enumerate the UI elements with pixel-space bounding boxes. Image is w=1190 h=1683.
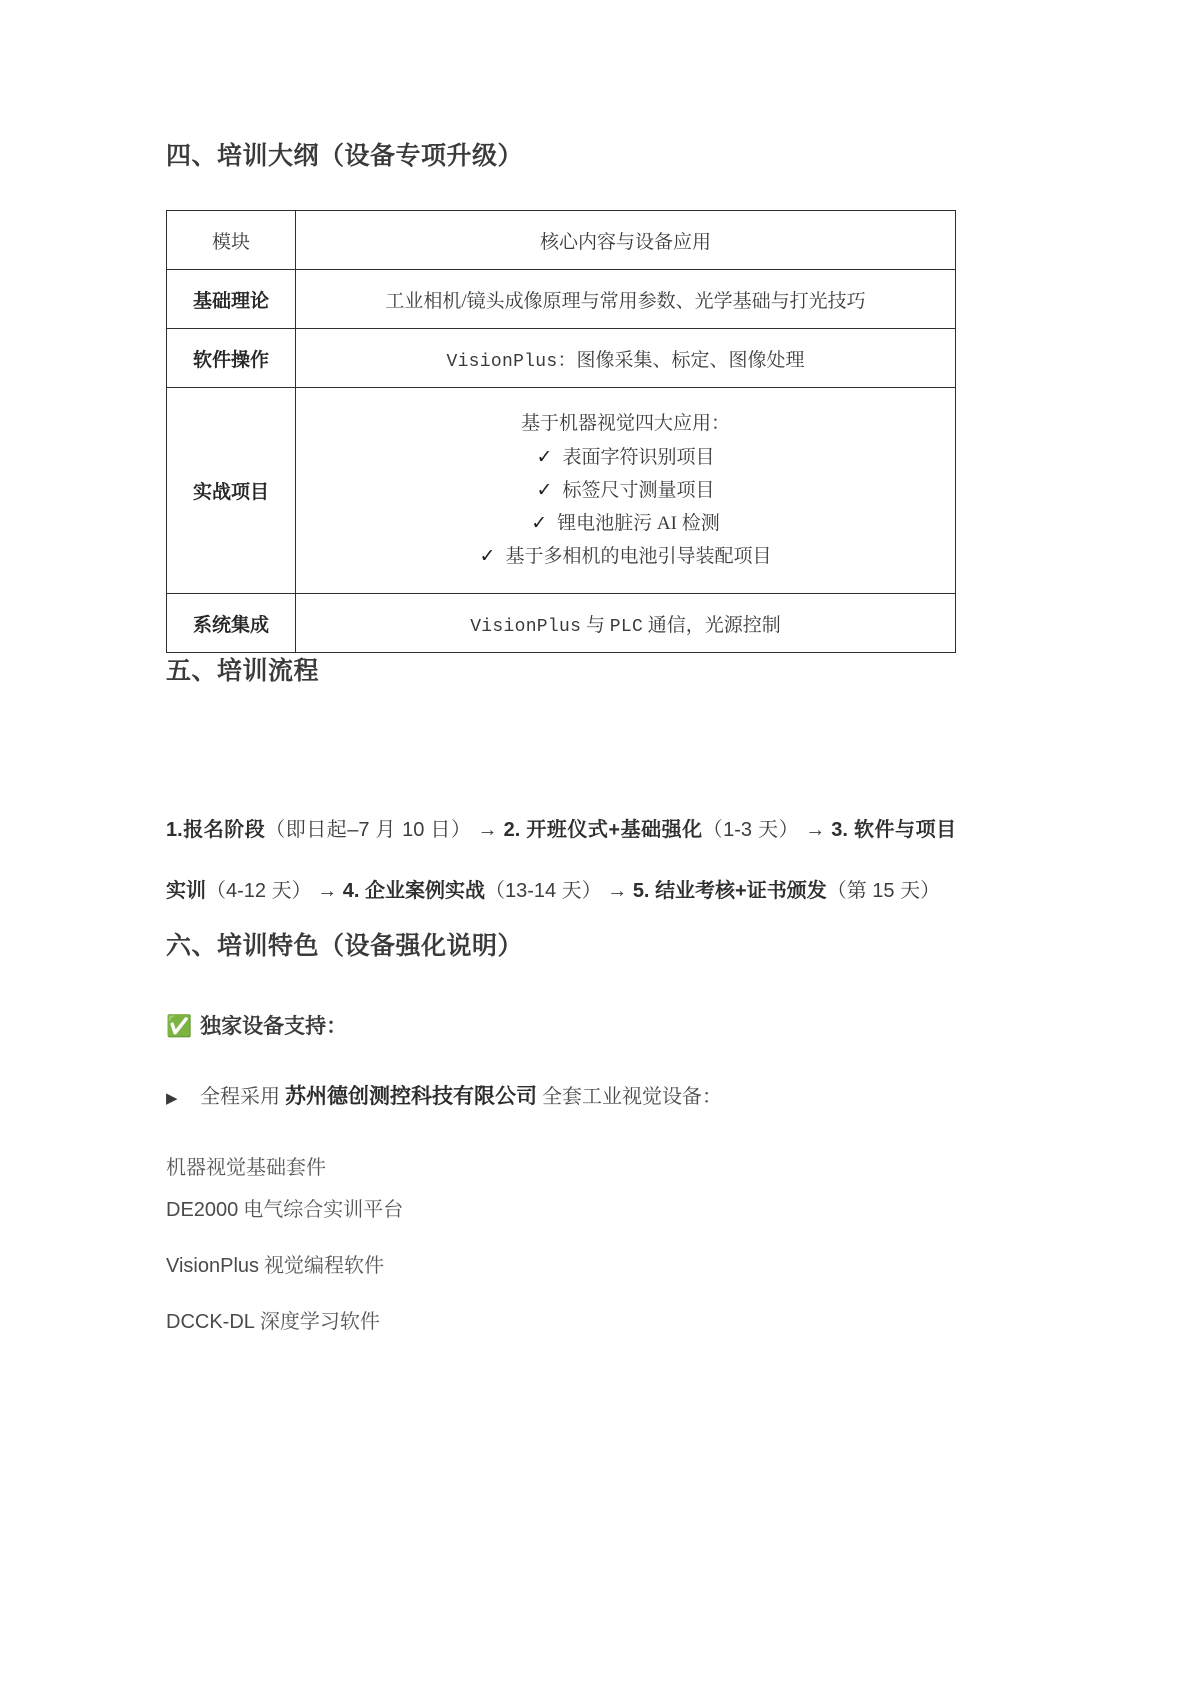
process-step-duration: （1-3 天） — [702, 819, 800, 841]
product-name-visionplus: VisionPlus — [446, 351, 558, 372]
process-step-duration: （第 15 天） — [826, 880, 941, 902]
module-label-integration: 系统集成 — [192, 614, 269, 636]
table-cell-content-integration — [296, 594, 956, 653]
table-cell-module — [167, 388, 296, 594]
page-title-features: 六、培训特色（设备强化说明） — [166, 932, 524, 960]
table-cell-content-software — [296, 329, 956, 388]
check-icon: ✓ — [531, 512, 548, 535]
process-step-number: 2. — [503, 819, 521, 841]
equipment-name: 深度学习软件 — [254, 1311, 380, 1333]
table-header-content: 核心内容与设备应用 — [296, 211, 956, 270]
software-content-rest: ：图像采集、标定、图像处理 — [557, 349, 805, 371]
integration-rest: 通信，光源控制 — [643, 614, 781, 636]
integration-mid: 与 — [581, 614, 610, 636]
table-row — [167, 329, 956, 388]
table-header-row — [167, 211, 956, 270]
table-cell-module — [167, 329, 296, 388]
equipment-supplier-bullet — [166, 1080, 956, 1110]
process-step-label: 企业案例实战 — [364, 880, 485, 902]
process-step-label: 结业考核+证书颁发 — [655, 880, 827, 902]
product-name-visionplus: VisionPlus — [470, 616, 582, 637]
equipment-name: 机器视觉基础套件 — [166, 1157, 326, 1179]
page-title-process: 五、培训流程 — [166, 657, 320, 685]
module-label-theory: 基础理论 — [192, 290, 269, 312]
check-icon: ✓ — [536, 478, 553, 501]
process-step-duration: （13-14 天） — [484, 880, 602, 902]
table-cell-module — [167, 594, 296, 653]
process-step-label: 软件与项目实训 — [166, 819, 957, 902]
table-row — [167, 270, 956, 329]
process-step-number: 1. — [166, 819, 183, 841]
bullet-prefix-text: 全程采用 — [200, 1086, 285, 1108]
company-name: 苏州德创测控科技有限公司 — [285, 1085, 537, 1108]
list-item — [166, 1256, 956, 1276]
table-cell-content-theory: 工业相机/镜头成像原理与常用参数、光学基础与打光技巧 — [296, 270, 956, 329]
exclusive-equipment-title — [166, 1010, 956, 1040]
table-header-module: 模块 — [167, 211, 296, 270]
features-block — [166, 1010, 956, 1368]
table-cell-content-practice — [296, 388, 956, 594]
list-item — [166, 1312, 956, 1332]
list-item — [306, 474, 945, 507]
equipment-name: 电气综合实训平台 — [238, 1199, 404, 1221]
check-icon: ✓ — [536, 445, 553, 468]
process-step-label: 开班仪式+基础强化 — [526, 819, 703, 841]
list-item — [306, 507, 945, 540]
training-outline-table — [166, 210, 956, 653]
arrow-icon: → — [477, 819, 498, 841]
equipment-model: VisionPlus — [166, 1255, 260, 1277]
arrow-icon: → — [805, 819, 826, 841]
process-step-duration: （4-12 天） — [206, 880, 312, 902]
equipment-model: DE2000 — [166, 1199, 239, 1221]
triangle-bullet-icon: ▶ — [166, 1091, 178, 1107]
table-cell-module — [167, 270, 296, 329]
equipment-name: 视觉编程软件 — [259, 1255, 385, 1277]
process-step-number: 5. — [632, 880, 650, 902]
product-name-plc: PLC — [609, 616, 644, 637]
list-item — [306, 540, 945, 573]
training-process-paragraph — [166, 800, 956, 922]
check-mark-icon: ✅ — [166, 1014, 193, 1038]
module-label-practice: 实战项目 — [192, 482, 269, 503]
list-item — [166, 1200, 956, 1220]
practice-item-label: 标签尺寸测量项目 — [562, 479, 715, 501]
arrow-icon: → — [317, 880, 338, 902]
practice-item-label: 锂电池脏污 AI 检测 — [557, 513, 720, 535]
list-item — [306, 441, 945, 474]
equipment-list — [166, 1158, 956, 1332]
process-step-number: 4. — [342, 880, 360, 902]
equipment-model: DCCK-DL — [166, 1311, 255, 1333]
page-title-outline: 四、培训大纲（设备专项升级） — [166, 142, 524, 170]
table-row — [167, 388, 956, 594]
module-label-software: 软件操作 — [192, 349, 269, 371]
practice-intro: 基于机器视觉四大应用： — [520, 413, 730, 435]
check-icon: ✓ — [479, 545, 496, 568]
exclusive-equipment-label: 独家设备支持： — [200, 1015, 348, 1038]
list-item — [166, 1158, 956, 1178]
process-step-label: 报名阶段 — [182, 819, 266, 841]
process-step-number: 3. — [831, 819, 848, 841]
arrow-icon: → — [607, 880, 628, 902]
table-row — [167, 594, 956, 653]
process-step-duration: （即日起–7 月 10 日） — [265, 819, 472, 841]
practice-item-label: 表面字符识别项目 — [562, 446, 715, 468]
practice-item-label: 基于多相机的电池引导装配项目 — [505, 546, 772, 568]
bullet-suffix-text: 全套工业视觉设备： — [537, 1086, 722, 1108]
